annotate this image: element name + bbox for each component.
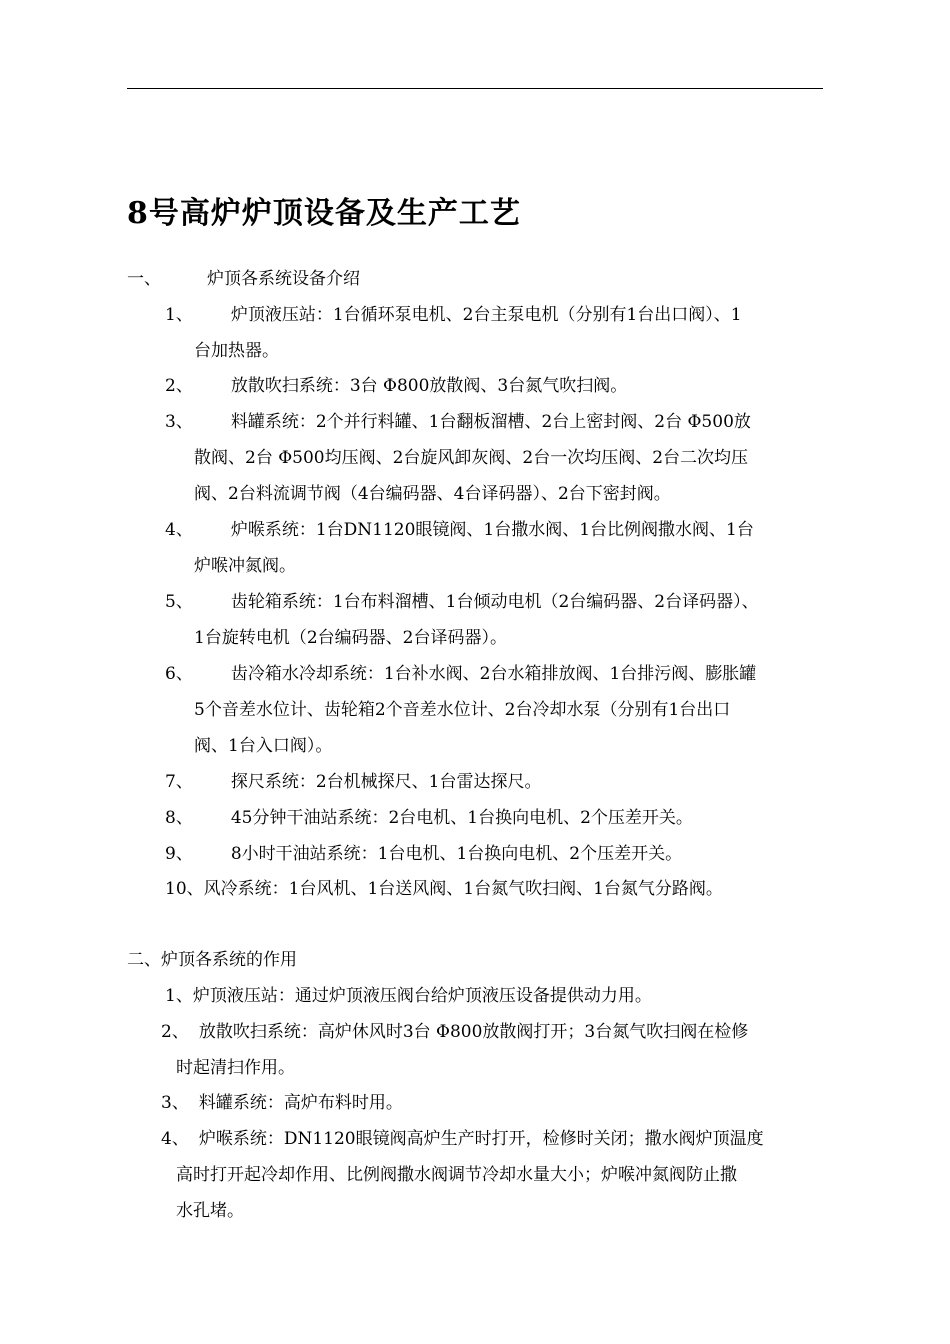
item-number: 2、 — [165, 376, 193, 396]
item-text: 炉喉系统：1台DN1120眼镜阀、1台撒水阀、1台比例阀撒水阀、1台 — [230, 520, 754, 540]
list-item — [165, 411, 751, 433]
item-continuation: 时起清扫作用。 — [176, 1058, 295, 1078]
item-continuation: 阀、2台料流调节阀（4台编码器、4台译码器）、2台下密封阀。 — [194, 484, 671, 504]
item-continuation: 台加热器。 — [194, 341, 279, 361]
list-item — [165, 375, 627, 397]
header-rule — [127, 88, 823, 89]
list-item — [165, 843, 682, 865]
item-number: 8、 — [165, 808, 193, 828]
item-number: 3、 — [165, 412, 193, 432]
list-item — [165, 591, 759, 613]
item-number: 4、 — [161, 1129, 189, 1149]
item-continuation: 炉喉冲氮阀。 — [194, 556, 296, 576]
item-number: 2、 — [161, 1022, 189, 1042]
item-text: 放散吹扫系统：3台 Φ800放散阀、3台氮气吹扫阀。 — [230, 376, 628, 396]
item-continuation: 高时打开起冷却作用、比例阀撒水阀调节冷却水量大小；炉喉冲氮阀防止撒 — [176, 1165, 737, 1185]
section1-heading-num: 一、 — [127, 269, 161, 289]
item-continuation: 阀、1台入口阀）。 — [194, 736, 333, 756]
item-text: 风冷系统：1台风机、1台送风阀、1台氮气吹扫阀、1台氮气分路阀。 — [203, 879, 723, 899]
section1-heading-text: 炉顶各系统设备介绍 — [207, 269, 360, 289]
item-number: 6、 — [165, 664, 193, 684]
list-item — [165, 519, 754, 541]
item-text: 料罐系统：2个并行料罐、1台翻板溜槽、2台上密封阀、2台 Φ500放 — [230, 412, 751, 432]
list-item — [161, 1021, 748, 1043]
list-item — [165, 663, 756, 685]
item-number: 5、 — [165, 592, 193, 612]
item-continuation: 水孔堵。 — [176, 1201, 244, 1221]
list-item — [161, 1092, 403, 1114]
item-number: 4、 — [165, 520, 193, 540]
list-item — [165, 878, 723, 900]
item-number: 1、 — [165, 305, 193, 325]
item-continuation: 散阀、2台 Φ500均压阀、2台旋风卸灰阀、2台一次均压阀、2台二次均压 — [194, 448, 749, 468]
item-continuation: 1台旋转电机（2台编码器、2台译码器）。 — [194, 628, 507, 648]
item-text: 料罐系统：高炉布料时用。 — [198, 1093, 403, 1113]
item-text: 齿冷箱水冷却系统：1台补水阀、2台水箱排放阀、1台排污阀、膨胀罐 — [230, 664, 757, 684]
item-text: 探尺系统：2台机械探尺、1台雷达探尺。 — [230, 772, 542, 792]
list-item — [165, 771, 541, 793]
item-number: 7、 — [165, 772, 193, 792]
item-text: 炉顶液压站：通过炉顶液压阀台给炉顶液压设备提供动力用。 — [192, 986, 652, 1006]
item-text: 放散吹扫系统：高炉休风时3台 Φ800放散阀打开；3台氮气吹扫阀在检修 — [198, 1022, 749, 1042]
item-number: 3、 — [161, 1093, 189, 1113]
item-text: 齿轮箱系统：1台布料溜槽、1台倾动电机（2台编码器、2台译码器）、 — [230, 592, 759, 612]
item-number: 9、 — [165, 844, 193, 864]
item-text: 8小时干油站系统：1台电机、1台换向电机、2个压差开关。 — [230, 844, 683, 864]
list-item — [165, 985, 652, 1007]
section1-heading — [127, 268, 360, 290]
section2-heading: 二、炉顶各系统的作用 — [127, 950, 297, 970]
item-number: 1、 — [165, 986, 193, 1006]
document-title: 8号高炉炉顶设备及生产工艺 — [127, 196, 521, 231]
item-continuation: 5个音差水位计、齿轮箱2个音差水位计、2台冷却水泵（分别有1台出口 — [194, 700, 731, 720]
list-item — [165, 304, 742, 326]
item-number: 10、 — [165, 879, 204, 899]
item-text: 45分钟干油站系统：2台电机、1台换向电机、2个压差开关。 — [230, 808, 693, 828]
list-item — [165, 807, 693, 829]
item-text: 炉顶液压站：1台循环泵电机、2台主泵电机（分别有1台出口阀）、1 — [230, 305, 742, 325]
list-item — [161, 1128, 764, 1150]
item-text: 炉喉系统：DN1120眼镜阀高炉生产时打开，检修时关闭；撒水阀炉顶温度 — [198, 1129, 764, 1149]
